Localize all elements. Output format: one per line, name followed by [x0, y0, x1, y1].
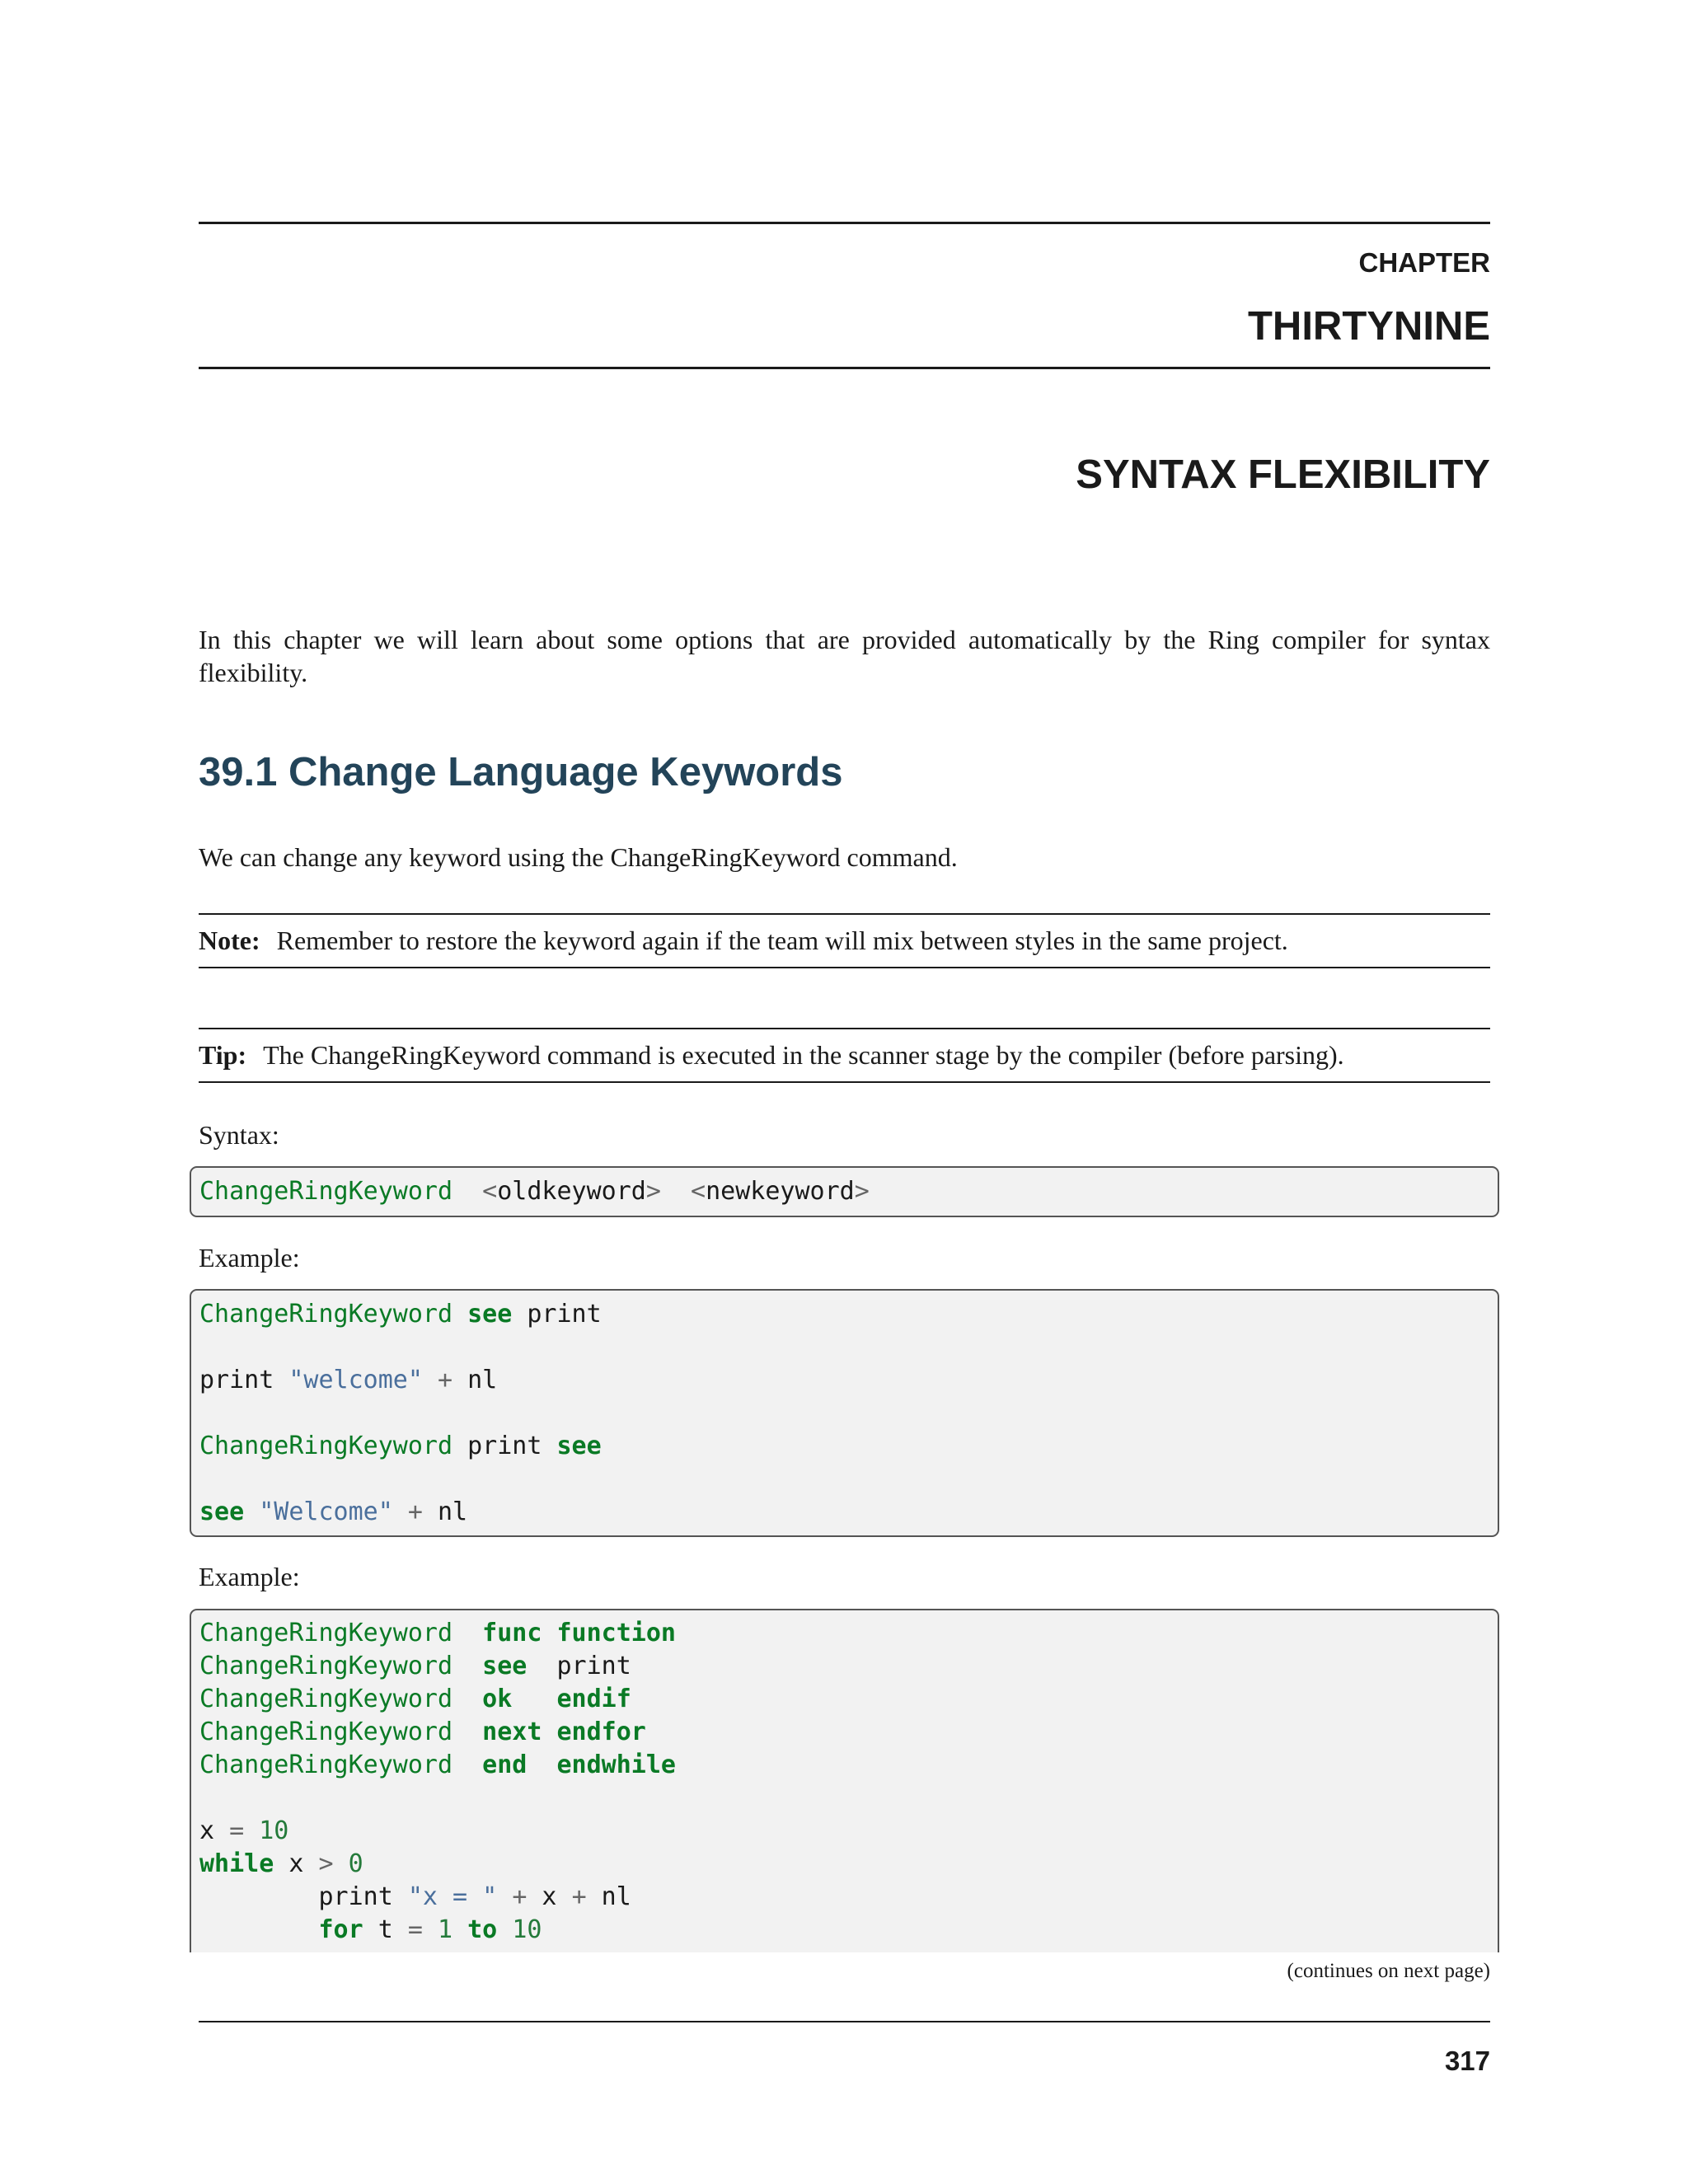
- page: [199, 0, 1490, 2184]
- code-token: [497, 1882, 512, 1911]
- code-token: >: [318, 1849, 334, 1878]
- code-token: print: [199, 1366, 289, 1394]
- code-token: print: [452, 1432, 557, 1460]
- code-line: [199, 1848, 1489, 1881]
- code-token: [244, 1497, 259, 1526]
- code-token: print: [527, 1652, 631, 1680]
- code-token: ChangeRingKeyword: [199, 1652, 453, 1680]
- code-line: [199, 1782, 1489, 1815]
- code-token: 10: [512, 1915, 542, 1944]
- code-token: ChangeRingKeyword: [199, 1177, 453, 1206]
- code-token: endif: [556, 1685, 631, 1713]
- section-title: 39.1 Change Language Keywords: [199, 750, 843, 794]
- code-token: see: [467, 1300, 513, 1329]
- code-token: [244, 1816, 259, 1845]
- code-token: [199, 1915, 319, 1944]
- code-token: newkeyword: [706, 1177, 855, 1206]
- footer-rule: [199, 2021, 1490, 2022]
- code-token: +: [512, 1882, 528, 1911]
- intro-paragraph: In this chapter we will learn about some options that are provided automatically by the Ring compiler for syntax flexibility.: [199, 625, 1490, 687]
- section-lead: We can change any keyword using the ChangeRingKeyword command.: [199, 842, 958, 872]
- code-token: +: [438, 1366, 453, 1394]
- syntax-label: Syntax:: [199, 1120, 279, 1150]
- code-line: [199, 1815, 1489, 1848]
- code-token: see: [199, 1497, 245, 1526]
- header-bottom-rule: [199, 367, 1490, 369]
- code-token: >: [854, 1177, 870, 1206]
- code-token: [452, 1652, 482, 1680]
- code-token: [452, 1718, 482, 1746]
- code-line: [199, 1463, 1489, 1496]
- example2-label: Example:: [199, 1562, 300, 1591]
- tip-box: [199, 1028, 1490, 1083]
- code-token: [452, 1177, 482, 1206]
- code-token: print: [512, 1300, 602, 1329]
- code-line: [199, 1683, 1489, 1716]
- code-token: print: [199, 1882, 408, 1911]
- code-token: nl: [452, 1366, 498, 1394]
- code-token: to: [467, 1915, 498, 1944]
- page-number: 317: [1444, 2046, 1490, 2076]
- code-token: see: [482, 1652, 528, 1680]
- code-token: <: [691, 1177, 706, 1206]
- code-token: t: [363, 1915, 408, 1944]
- code-token: [452, 1619, 482, 1647]
- code-line: [199, 1430, 1489, 1463]
- code-token: nl: [586, 1882, 631, 1911]
- code-token: function: [556, 1619, 676, 1647]
- code-token: [423, 1366, 438, 1394]
- code-token: oldkeyword: [497, 1177, 646, 1206]
- code-token: 1: [438, 1915, 453, 1944]
- code-token: [423, 1915, 438, 1944]
- code-token: [452, 1300, 467, 1329]
- code-token: ChangeRingKeyword: [199, 1718, 453, 1746]
- code-token: [542, 1619, 556, 1647]
- example1-label: Example:: [199, 1243, 300, 1272]
- code-line: [199, 1364, 1489, 1397]
- example2-code-block: [190, 1609, 1499, 1952]
- code-token: [661, 1177, 691, 1206]
- chapter-label: CHAPTER: [1358, 247, 1490, 278]
- note-label: Note:: [199, 926, 260, 955]
- syntax-code-block: [190, 1166, 1499, 1217]
- chapter-title: SYNTAX FLEXIBILITY: [1076, 452, 1490, 497]
- code-token: ChangeRingKeyword: [199, 1619, 453, 1647]
- code-token: while: [199, 1849, 274, 1878]
- code-line: [199, 1716, 1489, 1749]
- code-line: [199, 1331, 1489, 1364]
- code-token: [452, 1750, 482, 1779]
- code-token: ChangeRingKeyword: [199, 1432, 453, 1460]
- code-token: +: [571, 1882, 587, 1911]
- code-token: x: [274, 1849, 319, 1878]
- code-token: x: [199, 1816, 230, 1845]
- note-content: [199, 924, 1288, 957]
- code-token: "x = ": [407, 1882, 498, 1911]
- code-line: [199, 1749, 1489, 1782]
- code-token: [334, 1849, 349, 1878]
- code-token: [512, 1685, 556, 1713]
- tip-label: Tip:: [199, 1040, 247, 1070]
- code-token: "welcome": [288, 1366, 423, 1394]
- code-line: [199, 1298, 1489, 1331]
- code-token: endfor: [556, 1718, 646, 1746]
- code-token: 0: [348, 1849, 363, 1878]
- code-token: [527, 1750, 556, 1779]
- continues-note: (continues on next page): [1287, 1960, 1490, 1982]
- code-token: for: [318, 1915, 363, 1944]
- code-line: [199, 1496, 1489, 1529]
- code-token: [452, 1685, 482, 1713]
- code-token: [497, 1915, 512, 1944]
- code-line: [199, 1914, 1489, 1947]
- code-token: =: [407, 1915, 423, 1944]
- code-line: [199, 1650, 1489, 1683]
- code-token: [542, 1718, 556, 1746]
- code-line: [199, 1397, 1489, 1430]
- code-token: =: [229, 1816, 245, 1845]
- code-token: [452, 1915, 467, 1944]
- code-token: see: [556, 1432, 602, 1460]
- note-text: Remember to restore the keyword again if the team will mix between styles in the same project.: [276, 926, 1288, 955]
- code-token: ChangeRingKeyword: [199, 1300, 453, 1329]
- tip-text: The ChangeRingKeyword command is executed in the scanner stage by the compiler (before parsing).: [263, 1040, 1344, 1070]
- code-line: [199, 1175, 1489, 1208]
- code-token: end: [482, 1750, 528, 1779]
- example1-code-block: [190, 1289, 1499, 1537]
- code-token: endwhile: [556, 1750, 676, 1779]
- code-line: [199, 1617, 1489, 1650]
- code-token: ChangeRingKeyword: [199, 1750, 453, 1779]
- code-token: ok: [482, 1685, 513, 1713]
- code-token: 10: [259, 1816, 289, 1845]
- code-token: x: [527, 1882, 572, 1911]
- code-token: >: [645, 1177, 661, 1206]
- code-token: func: [482, 1619, 542, 1647]
- chapter-number: THIRTYNINE: [1248, 304, 1490, 349]
- code-token: "Welcome": [259, 1497, 393, 1526]
- code-token: next: [482, 1718, 542, 1746]
- tip-content: [199, 1038, 1344, 1071]
- code-token: ChangeRingKeyword: [199, 1685, 453, 1713]
- note-box: [199, 913, 1490, 968]
- code-token: <: [482, 1177, 498, 1206]
- code-token: nl: [422, 1497, 468, 1526]
- code-line: [199, 1881, 1489, 1914]
- header-top-rule: [199, 222, 1490, 224]
- code-token: +: [407, 1497, 423, 1526]
- code-token: [393, 1497, 408, 1526]
